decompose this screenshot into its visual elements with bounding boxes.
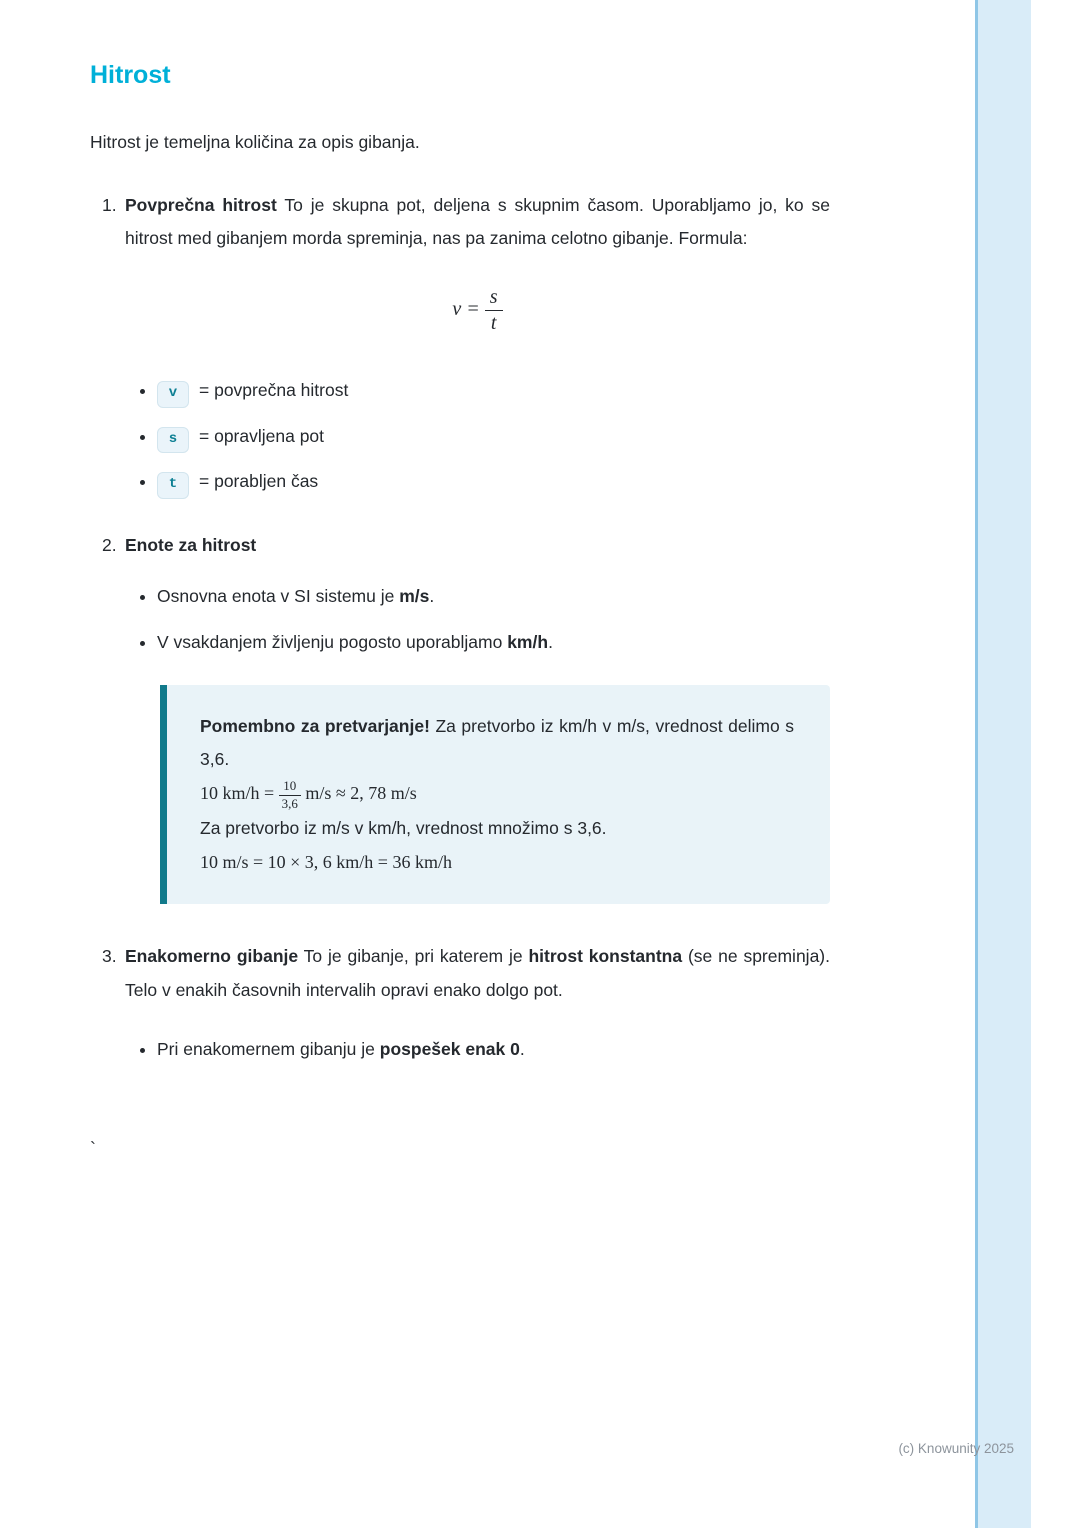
list-item-2: [90, 529, 830, 940]
list-item: [157, 580, 830, 613]
variable-desc-t: = porabljen čas: [199, 471, 319, 492]
page-title: Hitrost: [90, 61, 171, 89]
variable-badge-t: t: [157, 472, 189, 499]
list-item-1: [90, 189, 830, 529]
list-item: [157, 465, 830, 499]
unit-bullet-1-bold: m/s: [399, 586, 430, 607]
list-item: [157, 626, 830, 659]
callout-text-1: Za pretvorbo iz km/h v m/s, vrednost delimo s 3,6.: [200, 715, 794, 770]
item-3-text-post: (se ne spreminja). Telo v enakih časovnih intervalih opravi enako dolgo pot.: [125, 946, 830, 1000]
conversion-callout: [160, 685, 830, 905]
variable-legend-list: [125, 374, 830, 499]
item-2-lead: Enote za hitrost: [125, 535, 257, 556]
item-1-text: To je skupna pot, deljena s skupnim časom. Uporabljamo jo, ko se hitrost med gibanjem morda spreminja, nas pa zanima celotno gibanje. Formula:: [125, 194, 830, 248]
callout-math-1-post: m/s ≈ 2, 78 m/s: [300, 783, 417, 804]
page-edge-strip: [975, 0, 1031, 1528]
variable-desc-v: = povprečna hitrost: [199, 380, 349, 401]
callout-math-1: [200, 776, 794, 812]
callout-text-2: Za pretvorbo iz m/s v km/h, vrednost množimo s 3,6.: [200, 817, 607, 838]
formula-average-speed: [125, 285, 830, 336]
item-3-bullet-bold: pospešek enak 0: [379, 1038, 520, 1059]
item-3-text-bold: hitrost konstantna: [528, 946, 683, 967]
item-3-bullet-post: .: [519, 1038, 525, 1059]
variable-badge-s: s: [157, 427, 189, 454]
callout-lead: Pomembno za pretvarjanje!: [200, 715, 430, 736]
list-item: [157, 420, 830, 454]
formula-denominator: t: [490, 312, 497, 335]
list-item: [157, 1033, 830, 1066]
callout-math-1-pre: 10 km/h =: [200, 783, 279, 804]
variable-badge-v: v: [157, 381, 189, 408]
item-3-text-pre: To je gibanje, pri katerem je: [298, 946, 529, 967]
unit-bullet-2-pre: V vsakdanjem življenju pogosto uporabljamo: [157, 631, 508, 652]
intro-paragraph: Hitrost je temeljna količina za opis gibanja.: [90, 131, 420, 152]
unit-bullet-1-post: .: [429, 586, 435, 607]
list-item-2-content: [125, 529, 830, 940]
callout-math-1-numerator: 10: [279, 778, 301, 795]
formula-lhs: v: [452, 298, 462, 321]
callout-math-1-denominator: 3,6: [281, 795, 298, 811]
callout-math-1-fraction: [279, 778, 301, 812]
item-2-heading: [125, 529, 830, 562]
list-number-3: 3.: [102, 946, 117, 967]
formula-numerator: s: [485, 285, 503, 311]
item-1-lead: Povprečna hitrost: [125, 194, 277, 215]
document-content: [90, 52, 830, 1166]
unit-bullet-1-pre: Osnovna enota v SI sistemu je: [157, 586, 400, 607]
list-number-2: 2.: [102, 535, 117, 556]
list-number-1: 1.: [102, 194, 117, 215]
item-1-paragraph: [125, 189, 830, 256]
list-item-3: [90, 940, 830, 1092]
uniform-motion-list: [125, 1033, 830, 1066]
variable-desc-s: = opravljena pot: [199, 425, 325, 446]
formula-fraction: [485, 285, 503, 336]
copyright-note: (c) Knowunity 2025: [898, 1441, 1014, 1456]
units-list: [125, 580, 830, 659]
list-item: [157, 374, 830, 408]
callout-intro: [200, 710, 794, 777]
item-3-lead: Enakomerno gibanje: [125, 946, 299, 967]
callout-math-2: 10 m/s = 10 × 3, 6 km/h = 36 km/h: [200, 852, 452, 873]
list-item-3-content: [125, 940, 830, 1092]
stray-backtick: `: [90, 1139, 96, 1160]
item-3-bullet-pre: Pri enakomernem gibanju je: [157, 1038, 380, 1059]
list-item-1-content: [125, 189, 830, 529]
unit-bullet-2-bold: km/h: [507, 631, 549, 652]
item-3-paragraph: [125, 940, 830, 1007]
formula-equals: =: [466, 298, 480, 321]
unit-bullet-2-post: .: [548, 631, 553, 652]
